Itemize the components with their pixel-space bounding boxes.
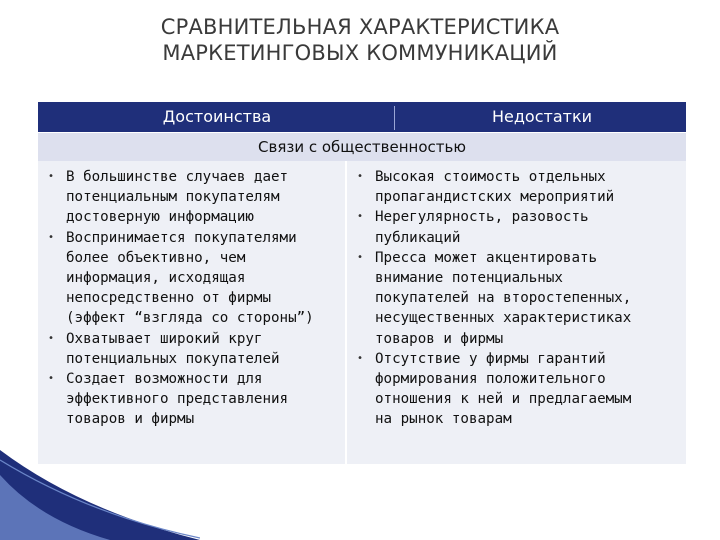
disadvantage-item-line: Высокая стоимость отдельных: [375, 169, 606, 185]
advantage-item: [38, 329, 343, 369]
header-advantages: Достоинства: [162, 107, 272, 126]
advantage-item-line: информация, исходящая: [66, 270, 246, 287]
advantages-cell: [38, 161, 343, 464]
disadvantages-list: [347, 167, 686, 430]
disadvantage-item: [347, 207, 686, 247]
section-row: Связи с общественностью: [38, 132, 686, 161]
advantage-item-line: Создает возможности для: [66, 371, 263, 388]
advantage-item-line: (эффект “взгляда со стороны”): [66, 310, 314, 327]
table-header-row: [38, 102, 686, 132]
title-line-2: МАРКЕТИНГОВЫХ КОММУНИКАЦИЙ: [162, 41, 558, 65]
advantage-item-line: достоверную информацию: [66, 209, 254, 226]
advantage-item-line: В большинстве случаев дает: [66, 169, 289, 185]
disadvantage-item-line: отношения к ней и предлагаемым: [375, 391, 632, 408]
disadvantage-item-line: Пресса может акцентировать: [375, 249, 598, 266]
advantage-item-line: Воспринимается покупателями: [66, 229, 297, 246]
comparison-table: [38, 102, 686, 464]
bullet-icon: •: [357, 171, 364, 182]
disadvantage-item: [347, 349, 686, 430]
disadvantage-item-line: покупателей на второстепенных,: [375, 290, 632, 307]
advantage-item-line: товаров и фирмы: [66, 411, 195, 428]
disadvantage-item: [347, 167, 686, 207]
advantage-item-line: эффективного представления: [66, 391, 289, 408]
bullet-icon: •: [357, 211, 364, 223]
disadvantage-item-line: пропагандистских мероприятий: [375, 189, 615, 206]
disadvantage-item-line: Отсутствие у фирмы гарантий: [375, 350, 606, 367]
advantage-item-line: более объективно, чем: [66, 249, 246, 266]
bullet-icon: •: [48, 171, 55, 182]
advantage-item-line: непосредственно от фирмы: [66, 290, 271, 307]
disadvantage-item-line: несущественных характеристиках: [375, 310, 632, 327]
disadvantage-item-line: Нерегулярность, разовость: [375, 209, 589, 226]
advantage-item: [38, 228, 343, 329]
disadvantage-item-line: внимание потенциальных: [375, 270, 563, 287]
bullet-icon: •: [357, 352, 364, 364]
advantage-item-line: потенциальным покупателям: [66, 189, 280, 206]
advantage-item-line: Охватывает широкий круг: [66, 330, 263, 347]
decorative-swoosh: [0, 420, 200, 540]
disadvantage-item-line: товаров и фирмы: [375, 330, 504, 347]
bullet-icon: •: [48, 332, 55, 344]
disadvantage-item-line: на рынок товарам: [375, 411, 512, 428]
bullet-icon: •: [48, 231, 55, 243]
disadvantage-item-line: формирования положительного: [375, 371, 606, 388]
disadvantages-cell: [345, 161, 686, 464]
slide-title: [120, 14, 600, 66]
disadvantage-item-line: публикаций: [375, 229, 461, 246]
disadvantage-item: [347, 248, 686, 349]
bullet-icon: •: [357, 251, 364, 263]
content-row: [38, 161, 686, 464]
header-divider: [394, 106, 395, 130]
header-disadvantages: Недостатки: [491, 107, 593, 126]
advantages-list: [38, 167, 343, 430]
advantage-item-line: потенциальных покупателей: [66, 350, 280, 367]
bullet-icon: •: [48, 373, 55, 385]
title-line-1: СРАВНИТЕЛЬНАЯ ХАРАКТЕРИСТИКА: [160, 15, 560, 39]
advantage-item: [38, 167, 343, 228]
